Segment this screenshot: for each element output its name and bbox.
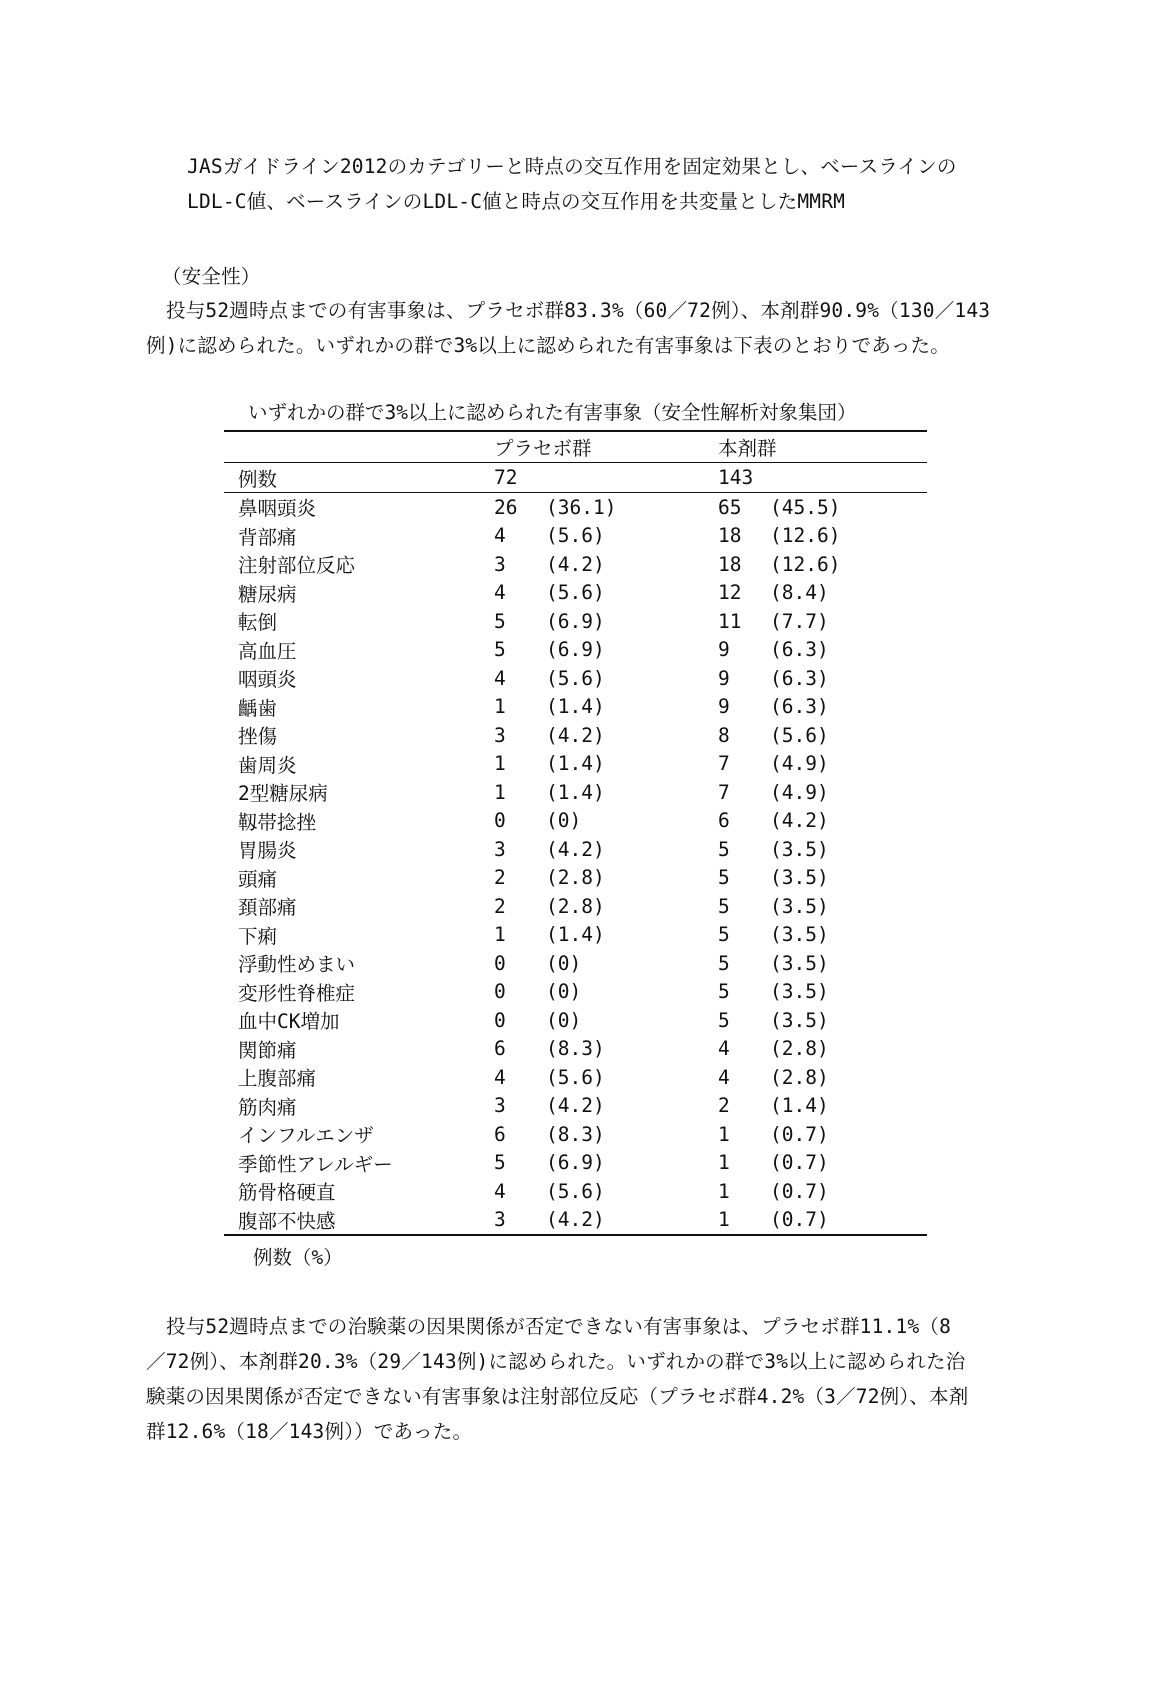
table-row	[224, 1063, 927, 1092]
event-name: 挫傷	[238, 725, 278, 749]
drug-percent: (4.9)	[770, 752, 829, 776]
table-row	[224, 807, 927, 836]
placebo-count: 1	[494, 923, 506, 947]
drug-count: 6	[718, 809, 730, 833]
drug-percent: (12.6)	[770, 552, 841, 576]
placebo-count: 6	[494, 1037, 506, 1061]
placebo-percent: (0)	[546, 980, 582, 1004]
drug-count: 18	[718, 524, 742, 548]
drug-percent: (2.8)	[770, 1065, 829, 1089]
event-name: 関節痛	[238, 1038, 297, 1062]
placebo-count: 3	[494, 552, 506, 576]
drug-percent: (4.2)	[770, 809, 829, 833]
placebo-count: 1	[494, 695, 506, 719]
drug-count: 8	[718, 723, 730, 747]
event-name: 背部痛	[238, 525, 297, 549]
table-row	[224, 493, 927, 522]
causal-line-1-text: 投与52週時点までの治験薬の因果関係が否定できない有害事象は、プラセボ群11.1%（8	[166, 1315, 952, 1338]
drug-percent: (6.3)	[770, 666, 829, 690]
drug-count: 12	[718, 581, 742, 605]
placebo-count: 0	[494, 980, 506, 1004]
header-placebo: プラセボ群	[494, 431, 718, 463]
placebo-percent: (1.4)	[546, 780, 605, 804]
placebo-percent: (2.8)	[546, 866, 605, 890]
placebo-count: 3	[494, 837, 506, 861]
table-row	[224, 721, 927, 750]
placebo-count: 0	[494, 1008, 506, 1032]
drug-count: 1	[718, 1122, 730, 1146]
event-name: 筋骨格硬直	[238, 1181, 336, 1205]
drug-percent: (2.8)	[770, 1037, 829, 1061]
event-name: 注射部位反応	[238, 554, 356, 578]
placebo-count: 4	[494, 1179, 506, 1203]
adverse-events-table	[224, 430, 927, 1236]
placebo-percent: (1.4)	[546, 695, 605, 719]
event-name: 鼻咽頭炎	[238, 497, 317, 521]
n-drug: 143	[718, 463, 927, 493]
placebo-count: 1	[494, 752, 506, 776]
placebo-percent: (2.8)	[546, 894, 605, 918]
event-name: 咽頭炎	[238, 668, 297, 692]
drug-percent: (45.5)	[770, 495, 841, 519]
drug-count: 4	[718, 1065, 730, 1089]
event-name: 上腹部痛	[238, 1067, 317, 1091]
safety-line-2: 例)に認められた。いずれかの群で3%以上に認められた有害事象は下表のとおりであった。	[146, 334, 950, 357]
table-note: 例数（%）	[253, 1246, 343, 1269]
causal-line-3: 験薬の因果関係が否定できない有害事象は注射部位反応（プラセボ群4.2%（3／72例）、本剤	[146, 1385, 969, 1408]
drug-percent: (0.7)	[770, 1122, 829, 1146]
table-row	[224, 664, 927, 693]
safety-heading: （安全性）	[162, 265, 261, 288]
event-name: 頚部痛	[238, 896, 297, 920]
drug-count: 7	[718, 780, 730, 804]
safety-line-1-text: 投与52週時点までの有害事象は、プラセボ群83.3%（60／72例）、本剤群90.9%（130／143	[166, 299, 991, 322]
table-row	[224, 750, 927, 779]
n-row	[224, 463, 927, 493]
table-row	[224, 1035, 927, 1064]
drug-percent: (5.6)	[770, 723, 829, 747]
drug-percent: (1.4)	[770, 1094, 829, 1118]
drug-count: 9	[718, 695, 730, 719]
placebo-percent: (1.4)	[546, 923, 605, 947]
event-name: 変形性脊椎症	[238, 981, 356, 1005]
placebo-percent: (1.4)	[546, 752, 605, 776]
n-label: 例数	[224, 463, 494, 493]
placebo-percent: (0)	[546, 809, 582, 833]
drug-count: 1	[718, 1179, 730, 1203]
header-drug: 本剤群	[718, 431, 927, 463]
placebo-percent: (4.2)	[546, 1094, 605, 1118]
drug-percent: (0.7)	[770, 1151, 829, 1175]
event-name: 歯周炎	[238, 753, 297, 777]
placebo-percent: (4.2)	[546, 723, 605, 747]
table-row	[224, 1177, 927, 1206]
event-name: 腹部不快感	[224, 1206, 494, 1236]
drug-percent: (7.7)	[770, 609, 829, 633]
drug-percent: (6.3)	[770, 638, 829, 662]
placebo-count: 2	[494, 866, 506, 890]
placebo-count: 4	[494, 1065, 506, 1089]
drug-count: 1	[718, 1206, 770, 1236]
drug-count: 5	[718, 894, 730, 918]
table-row	[224, 1006, 927, 1035]
drug-count: 5	[718, 980, 730, 1004]
safety-line-1	[146, 293, 990, 328]
table-row	[224, 522, 927, 551]
drug-percent: (3.5)	[770, 923, 829, 947]
placebo-count: 4	[494, 666, 506, 690]
placebo-count: 26	[494, 495, 518, 519]
drug-count: 5	[718, 1008, 730, 1032]
placebo-percent: (36.1)	[546, 495, 617, 519]
causal-line-2: ／72例）、本剤群20.3%（29／143例)に認められた。いずれかの群で3%以上に認められた治	[146, 1350, 966, 1373]
placebo-count: 5	[494, 609, 506, 633]
drug-percent: (4.9)	[770, 780, 829, 804]
event-name: 転倒	[238, 611, 278, 635]
drug-count: 5	[718, 951, 730, 975]
table-row	[224, 892, 927, 921]
table-row	[224, 1120, 927, 1149]
drug-count: 18	[718, 552, 742, 576]
placebo-percent: (5.6)	[546, 666, 605, 690]
table-row	[224, 778, 927, 807]
event-name: 下痢	[238, 924, 278, 948]
placebo-count: 5	[494, 1151, 506, 1175]
drug-count: 65	[718, 495, 742, 519]
event-name: 血中CK増加	[238, 1010, 340, 1034]
drug-percent: (3.5)	[770, 951, 829, 975]
table-row	[224, 864, 927, 893]
placebo-percent: (5.6)	[546, 581, 605, 605]
placebo-percent: (6.9)	[546, 1151, 605, 1175]
table-caption: いずれかの群で3%以上に認められた有害事象（安全性解析対象集団）	[248, 401, 857, 424]
drug-count: 9	[718, 666, 730, 690]
safety-paragraph	[146, 293, 990, 363]
drug-percent: (3.5)	[770, 837, 829, 861]
event-name: 2型糖尿病	[238, 782, 328, 806]
placebo-count: 4	[494, 581, 506, 605]
event-name: 季節性アレルギー	[238, 1152, 393, 1176]
drug-percent: (3.5)	[770, 866, 829, 890]
placebo-count: 0	[494, 951, 506, 975]
causal-paragraph	[146, 1309, 968, 1449]
placebo-percent: (6.9)	[546, 638, 605, 662]
event-name: 浮動性めまい	[238, 953, 356, 977]
drug-percent: (3.5)	[770, 980, 829, 1004]
drug-count: 7	[718, 752, 730, 776]
event-name: 頭痛	[238, 867, 278, 891]
placebo-count: 5	[494, 638, 506, 662]
drug-count: 2	[718, 1094, 730, 1118]
placebo-percent: (0)	[546, 1008, 582, 1032]
placebo-count: 4	[494, 524, 506, 548]
event-name: 高血圧	[238, 639, 297, 663]
placebo-percent: (5.6)	[546, 1065, 605, 1089]
event-name: 靱帯捻挫	[238, 810, 317, 834]
drug-percent: (0.7)	[770, 1206, 927, 1236]
table-row	[224, 1206, 927, 1236]
table-row	[224, 636, 927, 665]
table-header-row	[224, 431, 927, 463]
placebo-percent: (8.3)	[546, 1037, 605, 1061]
placebo-count: 3	[494, 1206, 546, 1236]
drug-count: 4	[718, 1037, 730, 1061]
placebo-count: 6	[494, 1122, 506, 1146]
event-name: インフルエンザ	[238, 1124, 374, 1148]
placebo-percent: (4.2)	[546, 1206, 718, 1236]
placebo-percent: (4.2)	[546, 552, 605, 576]
placebo-percent: (5.6)	[546, 1179, 605, 1203]
table-row	[224, 607, 927, 636]
table-row	[224, 921, 927, 950]
placebo-count: 2	[494, 894, 506, 918]
placebo-percent: (8.3)	[546, 1122, 605, 1146]
table-row	[224, 835, 927, 864]
table-row	[224, 1149, 927, 1178]
drug-percent: (0.7)	[770, 1179, 829, 1203]
placebo-count: 3	[494, 723, 506, 747]
placebo-count: 0	[494, 809, 506, 833]
placebo-percent: (0)	[546, 951, 582, 975]
table-row	[224, 1092, 927, 1121]
table-row	[224, 550, 927, 579]
drug-count: 9	[718, 638, 730, 662]
drug-count: 5	[718, 923, 730, 947]
event-name: 糖尿病	[238, 582, 297, 606]
placebo-percent: (5.6)	[546, 524, 605, 548]
causal-line-1	[146, 1309, 968, 1344]
n-placebo: 72	[494, 463, 718, 493]
causal-line-4: 群12.6%（18／143例））であった。	[146, 1420, 473, 1443]
drug-count: 1	[718, 1151, 730, 1175]
table-row	[224, 693, 927, 722]
placebo-count: 1	[494, 780, 506, 804]
table-row	[224, 579, 927, 608]
event-name: 胃腸炎	[238, 839, 297, 863]
footnote-line-2: LDL-C値、ベースラインのLDL-C値と時点の交互作用を共変量としたMMRM	[187, 190, 846, 213]
event-name: 筋肉痛	[238, 1095, 297, 1119]
footnote-mmrm	[187, 149, 957, 219]
drug-count: 5	[718, 837, 730, 861]
table-row	[224, 978, 927, 1007]
drug-count: 5	[718, 866, 730, 890]
footnote-line-1: JASガイドライン2012のカテゴリーと時点の交互作用を固定効果とし、ベースラインの	[187, 155, 957, 178]
drug-percent: (3.5)	[770, 1008, 829, 1032]
drug-percent: (3.5)	[770, 894, 829, 918]
drug-count: 11	[718, 609, 742, 633]
drug-percent: (8.4)	[770, 581, 829, 605]
placebo-count: 3	[494, 1094, 506, 1118]
table-row	[224, 949, 927, 978]
drug-percent: (12.6)	[770, 524, 841, 548]
header-event	[224, 431, 494, 463]
drug-percent: (6.3)	[770, 695, 829, 719]
placebo-percent: (6.9)	[546, 609, 605, 633]
event-name: 齲歯	[238, 696, 278, 720]
placebo-percent: (4.2)	[546, 837, 605, 861]
